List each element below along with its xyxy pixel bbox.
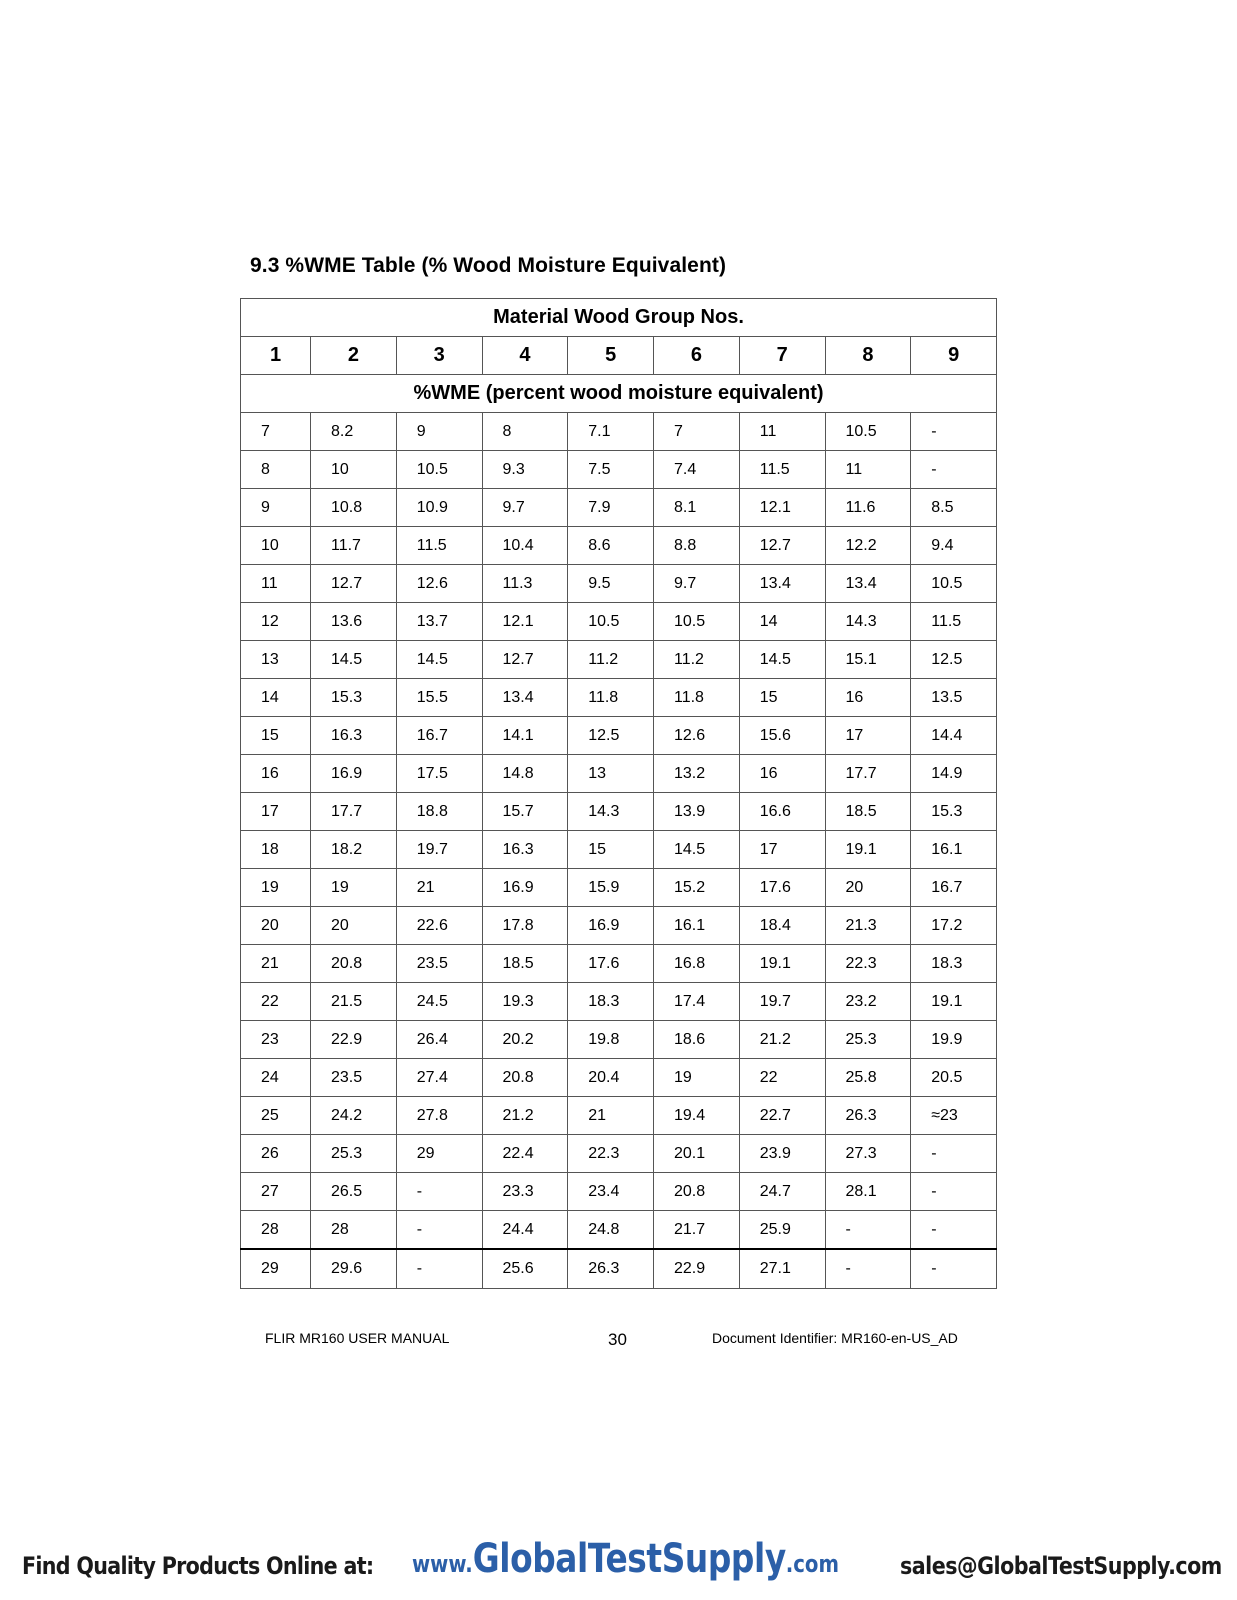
table-cell: 27.4 — [396, 1059, 482, 1097]
table-cell: 23.4 — [568, 1173, 654, 1211]
table-cell: 7.1 — [568, 413, 654, 451]
table-cell: 9.7 — [654, 565, 740, 603]
column-header-3: 3 — [396, 337, 482, 375]
table-cell: 8 — [482, 413, 568, 451]
table-cell: 22.9 — [311, 1021, 397, 1059]
table-cell: 17 — [825, 717, 911, 755]
table-cell: 12.5 — [568, 717, 654, 755]
table-row — [241, 717, 997, 755]
table-cell: 12.1 — [482, 603, 568, 641]
table-cell: 8.5 — [911, 489, 997, 527]
table-cell: 29 — [396, 1135, 482, 1173]
table-cell: 11 — [825, 451, 911, 489]
table-cell: 16.1 — [911, 831, 997, 869]
table-cell: 14.9 — [911, 755, 997, 793]
table-cell: 12.7 — [311, 565, 397, 603]
table-cell: - — [911, 1249, 997, 1289]
table-cell: 11.3 — [482, 565, 568, 603]
table-cell: 16.3 — [482, 831, 568, 869]
table-cell: 20.1 — [654, 1135, 740, 1173]
table-cell: 16.6 — [739, 793, 825, 831]
table-cell: 8.1 — [654, 489, 740, 527]
table-cell: 19 — [654, 1059, 740, 1097]
table-row — [241, 869, 997, 907]
table-cell: 24.4 — [482, 1211, 568, 1250]
table-cell: 7.4 — [654, 451, 740, 489]
table-cell: 15.5 — [396, 679, 482, 717]
table-cell: 21 — [568, 1097, 654, 1135]
table-cell: 11 — [241, 565, 311, 603]
table-cell: 14.4 — [911, 717, 997, 755]
table-cell: 19.8 — [568, 1021, 654, 1059]
table-cell: 17.4 — [654, 983, 740, 1021]
table-cell: 20.5 — [911, 1059, 997, 1097]
table-cell: 14 — [739, 603, 825, 641]
table-cell: 14.8 — [482, 755, 568, 793]
table-cell: 25.9 — [739, 1211, 825, 1250]
table-cell: 23.2 — [825, 983, 911, 1021]
table-cell: 28 — [241, 1211, 311, 1250]
table-cell: 20.8 — [311, 945, 397, 983]
table-cell: 19.7 — [739, 983, 825, 1021]
table-cell: 18.5 — [825, 793, 911, 831]
table-cell: 12.6 — [654, 717, 740, 755]
table-cell: 28.1 — [825, 1173, 911, 1211]
column-header-9: 9 — [911, 337, 997, 375]
table-cell: 13.4 — [739, 565, 825, 603]
table-cell: 29.6 — [311, 1249, 397, 1289]
table-cell: 20.2 — [482, 1021, 568, 1059]
column-header-8: 8 — [825, 337, 911, 375]
table-cell: 9 — [396, 413, 482, 451]
table-cell: 21 — [396, 869, 482, 907]
table-cell: 24.8 — [568, 1211, 654, 1250]
table-cell: 16 — [241, 755, 311, 793]
table-row — [241, 641, 997, 679]
table-cell: 13.9 — [654, 793, 740, 831]
table-cell: 18.4 — [739, 907, 825, 945]
table-cell: 13.6 — [311, 603, 397, 641]
table-cell: 24 — [241, 1059, 311, 1097]
table-cell: 20 — [825, 869, 911, 907]
table-row — [241, 603, 997, 641]
url-prefix: www. — [412, 1550, 473, 1578]
table-cell: 15.2 — [654, 869, 740, 907]
table-cell: 19.9 — [911, 1021, 997, 1059]
table-cell: 25.3 — [311, 1135, 397, 1173]
table-cell: 23.5 — [396, 945, 482, 983]
table-cell: 24.5 — [396, 983, 482, 1021]
table-cell: 26 — [241, 1135, 311, 1173]
table-cell: 17 — [241, 793, 311, 831]
table-cell: - — [396, 1211, 482, 1250]
table-cell: 14.5 — [654, 831, 740, 869]
table-cell: 16.8 — [654, 945, 740, 983]
table-cell: 13 — [568, 755, 654, 793]
table-cell: 13.4 — [482, 679, 568, 717]
table-cell: 20.8 — [482, 1059, 568, 1097]
table-row — [241, 451, 997, 489]
table-cell: 11 — [739, 413, 825, 451]
table-cell: 14.3 — [568, 793, 654, 831]
table-cell: 25.6 — [482, 1249, 568, 1289]
table-row — [241, 945, 997, 983]
table-cell: 19.1 — [911, 983, 997, 1021]
table-cell: 15.3 — [311, 679, 397, 717]
table-cell: 27.8 — [396, 1097, 482, 1135]
table-cell: - — [911, 451, 997, 489]
table-cell: 26.3 — [825, 1097, 911, 1135]
table-body — [241, 413, 997, 1289]
table-cell: 22 — [739, 1059, 825, 1097]
table-cell: 13.2 — [654, 755, 740, 793]
table-cell: 27 — [241, 1173, 311, 1211]
table-cell: 12.7 — [739, 527, 825, 565]
table-cell: 18.8 — [396, 793, 482, 831]
table-cell: 11.5 — [911, 603, 997, 641]
table-cell: 18.3 — [911, 945, 997, 983]
table-row — [241, 1021, 997, 1059]
table-cell: 18.3 — [568, 983, 654, 1021]
table-row — [241, 907, 997, 945]
column-header-4: 4 — [482, 337, 568, 375]
table-cell: 19 — [241, 869, 311, 907]
table-row — [241, 755, 997, 793]
table-cell: 13.7 — [396, 603, 482, 641]
table-cell: 13.5 — [911, 679, 997, 717]
table-cell: 21.7 — [654, 1211, 740, 1250]
table-row — [241, 793, 997, 831]
table-cell: 23.5 — [311, 1059, 397, 1097]
table-row — [241, 1059, 997, 1097]
table-cell: 7.5 — [568, 451, 654, 489]
table-cell: 27.3 — [825, 1135, 911, 1173]
table-cell: 21 — [241, 945, 311, 983]
table-row — [241, 527, 997, 565]
table-cell: 11.2 — [654, 641, 740, 679]
table-cell: 19.4 — [654, 1097, 740, 1135]
table-cell: 10.8 — [311, 489, 397, 527]
url-suffix: .com — [785, 1550, 839, 1578]
group-header: Material Wood Group Nos. — [241, 299, 997, 337]
table-cell: 16 — [825, 679, 911, 717]
table-cell: 15.9 — [568, 869, 654, 907]
table-cell: 21.2 — [482, 1097, 568, 1135]
table-cell: - — [825, 1249, 911, 1289]
column-header-row — [241, 337, 997, 375]
table-cell: 7 — [241, 413, 311, 451]
table-cell: 15.3 — [911, 793, 997, 831]
table-cell: 22.9 — [654, 1249, 740, 1289]
table-cell: 9.5 — [568, 565, 654, 603]
table-cell: 29 — [241, 1249, 311, 1289]
table-cell: 9.3 — [482, 451, 568, 489]
table-cell: 9.4 — [911, 527, 997, 565]
table-row — [241, 1135, 997, 1173]
table-cell: 20 — [241, 907, 311, 945]
table-row — [241, 489, 997, 527]
page-number: 30 — [608, 1330, 627, 1349]
table-cell: 16.7 — [396, 717, 482, 755]
table-cell: 11.7 — [311, 527, 397, 565]
table-cell: 24.7 — [739, 1173, 825, 1211]
table-cell: 17.7 — [311, 793, 397, 831]
table-cell: 16.7 — [911, 869, 997, 907]
table-cell: 15 — [739, 679, 825, 717]
table-cell: 15 — [241, 717, 311, 755]
table-cell: 16.9 — [568, 907, 654, 945]
table-cell: 10.5 — [568, 603, 654, 641]
table-cell: 11.5 — [396, 527, 482, 565]
table-cell: 10.5 — [825, 413, 911, 451]
table-cell: 8.8 — [654, 527, 740, 565]
table-cell: 7.9 — [568, 489, 654, 527]
table-cell: 14 — [241, 679, 311, 717]
table-cell: ≈23 — [911, 1097, 997, 1135]
table-cell: 11.5 — [739, 451, 825, 489]
table-cell: 9 — [241, 489, 311, 527]
table-cell: 23 — [241, 1021, 311, 1059]
table-cell: 25.3 — [825, 1021, 911, 1059]
table-cell: 10.5 — [396, 451, 482, 489]
table-cell: 17 — [739, 831, 825, 869]
table-cell: 28 — [311, 1211, 397, 1250]
table-cell: 18.6 — [654, 1021, 740, 1059]
table-cell: 20 — [311, 907, 397, 945]
banner-email[interactable]: sales@GlobalTestSupply.com — [900, 1552, 1222, 1580]
table-cell: 14.5 — [739, 641, 825, 679]
column-header-2: 2 — [311, 337, 397, 375]
table-row — [241, 1097, 997, 1135]
table-cell: 26.5 — [311, 1173, 397, 1211]
table-cell: 8 — [241, 451, 311, 489]
wme-subheader: %WME (percent wood moisture equivalent) — [241, 375, 997, 413]
footer-manual-title: FLIR MR160 USER MANUAL — [265, 1330, 450, 1346]
table-cell: 22 — [241, 983, 311, 1021]
table-cell: 18.2 — [311, 831, 397, 869]
table-cell: - — [911, 1135, 997, 1173]
wme-table — [240, 298, 997, 1289]
table-cell: 11.6 — [825, 489, 911, 527]
table-cell: 14.1 — [482, 717, 568, 755]
table-cell: 23.9 — [739, 1135, 825, 1173]
table-cell: 17.8 — [482, 907, 568, 945]
table-cell: 10 — [241, 527, 311, 565]
table-row — [241, 983, 997, 1021]
table-cell: 19.7 — [396, 831, 482, 869]
table-cell: 19.1 — [825, 831, 911, 869]
banner-tagline: Find Quality Products Online at: — [22, 1552, 374, 1580]
column-header-7: 7 — [739, 337, 825, 375]
table-cell: 22.3 — [568, 1135, 654, 1173]
table-row — [241, 679, 997, 717]
table-cell: 16.9 — [311, 755, 397, 793]
table-cell: 10.9 — [396, 489, 482, 527]
section-title: 9.3 %WME Table (% Wood Moisture Equivalent) — [250, 254, 727, 277]
table-cell: 19.1 — [739, 945, 825, 983]
table-cell: 16.1 — [654, 907, 740, 945]
table-cell: 26.4 — [396, 1021, 482, 1059]
table-cell: 15.1 — [825, 641, 911, 679]
table-cell: 26.3 — [568, 1249, 654, 1289]
table-cell: 21.5 — [311, 983, 397, 1021]
table-cell: 16.3 — [311, 717, 397, 755]
table-cell: 11.8 — [654, 679, 740, 717]
url-main: GlobalTestSupply — [472, 1536, 786, 1582]
table-row — [241, 831, 997, 869]
table-cell: 22.7 — [739, 1097, 825, 1135]
table-cell: - — [396, 1249, 482, 1289]
table-cell: 21.3 — [825, 907, 911, 945]
table-cell: 14.3 — [825, 603, 911, 641]
table-row — [241, 1211, 997, 1250]
table-cell: 16.9 — [482, 869, 568, 907]
banner-url[interactable] — [412, 1536, 839, 1582]
table-cell: 20.8 — [654, 1173, 740, 1211]
table-cell: 15.6 — [739, 717, 825, 755]
table-cell: 22.6 — [396, 907, 482, 945]
table-cell: 12.6 — [396, 565, 482, 603]
table-cell: 22.4 — [482, 1135, 568, 1173]
table-cell: 12.2 — [825, 527, 911, 565]
table-cell: 15.7 — [482, 793, 568, 831]
document-identifier: Document Identifier: MR160-en-US_AD — [712, 1330, 958, 1346]
table-cell: 14.5 — [311, 641, 397, 679]
table-cell: - — [911, 413, 997, 451]
table-cell: 10.5 — [911, 565, 997, 603]
column-header-5: 5 — [568, 337, 654, 375]
table-cell: 15 — [568, 831, 654, 869]
table-cell: 13 — [241, 641, 311, 679]
table-cell: - — [396, 1173, 482, 1211]
table-cell: 21.2 — [739, 1021, 825, 1059]
table-cell: 8.2 — [311, 413, 397, 451]
table-cell: 12.1 — [739, 489, 825, 527]
table-cell: 17.6 — [739, 869, 825, 907]
table-cell: 11.2 — [568, 641, 654, 679]
table-cell: 25 — [241, 1097, 311, 1135]
table-cell: 18.5 — [482, 945, 568, 983]
table-cell: 7 — [654, 413, 740, 451]
table-cell: 17.6 — [568, 945, 654, 983]
table-cell: 16 — [739, 755, 825, 793]
table-cell: 17.7 — [825, 755, 911, 793]
table-cell: 9.7 — [482, 489, 568, 527]
table-cell: - — [911, 1173, 997, 1211]
table-cell: 12.7 — [482, 641, 568, 679]
table-cell: 22.3 — [825, 945, 911, 983]
table-cell: - — [911, 1211, 997, 1250]
table-cell: 10.5 — [654, 603, 740, 641]
table-cell: 13.4 — [825, 565, 911, 603]
column-header-1: 1 — [241, 337, 311, 375]
table-cell: 25.8 — [825, 1059, 911, 1097]
table-cell: 11.8 — [568, 679, 654, 717]
table-cell: 17.2 — [911, 907, 997, 945]
table-row — [241, 413, 997, 451]
table-cell: 14.5 — [396, 641, 482, 679]
table-cell: 24.2 — [311, 1097, 397, 1135]
table-row — [241, 565, 997, 603]
table-cell: 19 — [311, 869, 397, 907]
column-header-6: 6 — [654, 337, 740, 375]
table-cell: 20.4 — [568, 1059, 654, 1097]
table-row — [241, 1173, 997, 1211]
table-cell: 8.6 — [568, 527, 654, 565]
table-cell: - — [825, 1211, 911, 1250]
table-cell: 23.3 — [482, 1173, 568, 1211]
table-cell: 10 — [311, 451, 397, 489]
table-row — [241, 1249, 997, 1289]
table-cell: 27.1 — [739, 1249, 825, 1289]
table-cell: 10.4 — [482, 527, 568, 565]
table-cell: 17.5 — [396, 755, 482, 793]
table-cell: 12 — [241, 603, 311, 641]
table-cell: 19.3 — [482, 983, 568, 1021]
table-cell: 12.5 — [911, 641, 997, 679]
table-cell: 18 — [241, 831, 311, 869]
